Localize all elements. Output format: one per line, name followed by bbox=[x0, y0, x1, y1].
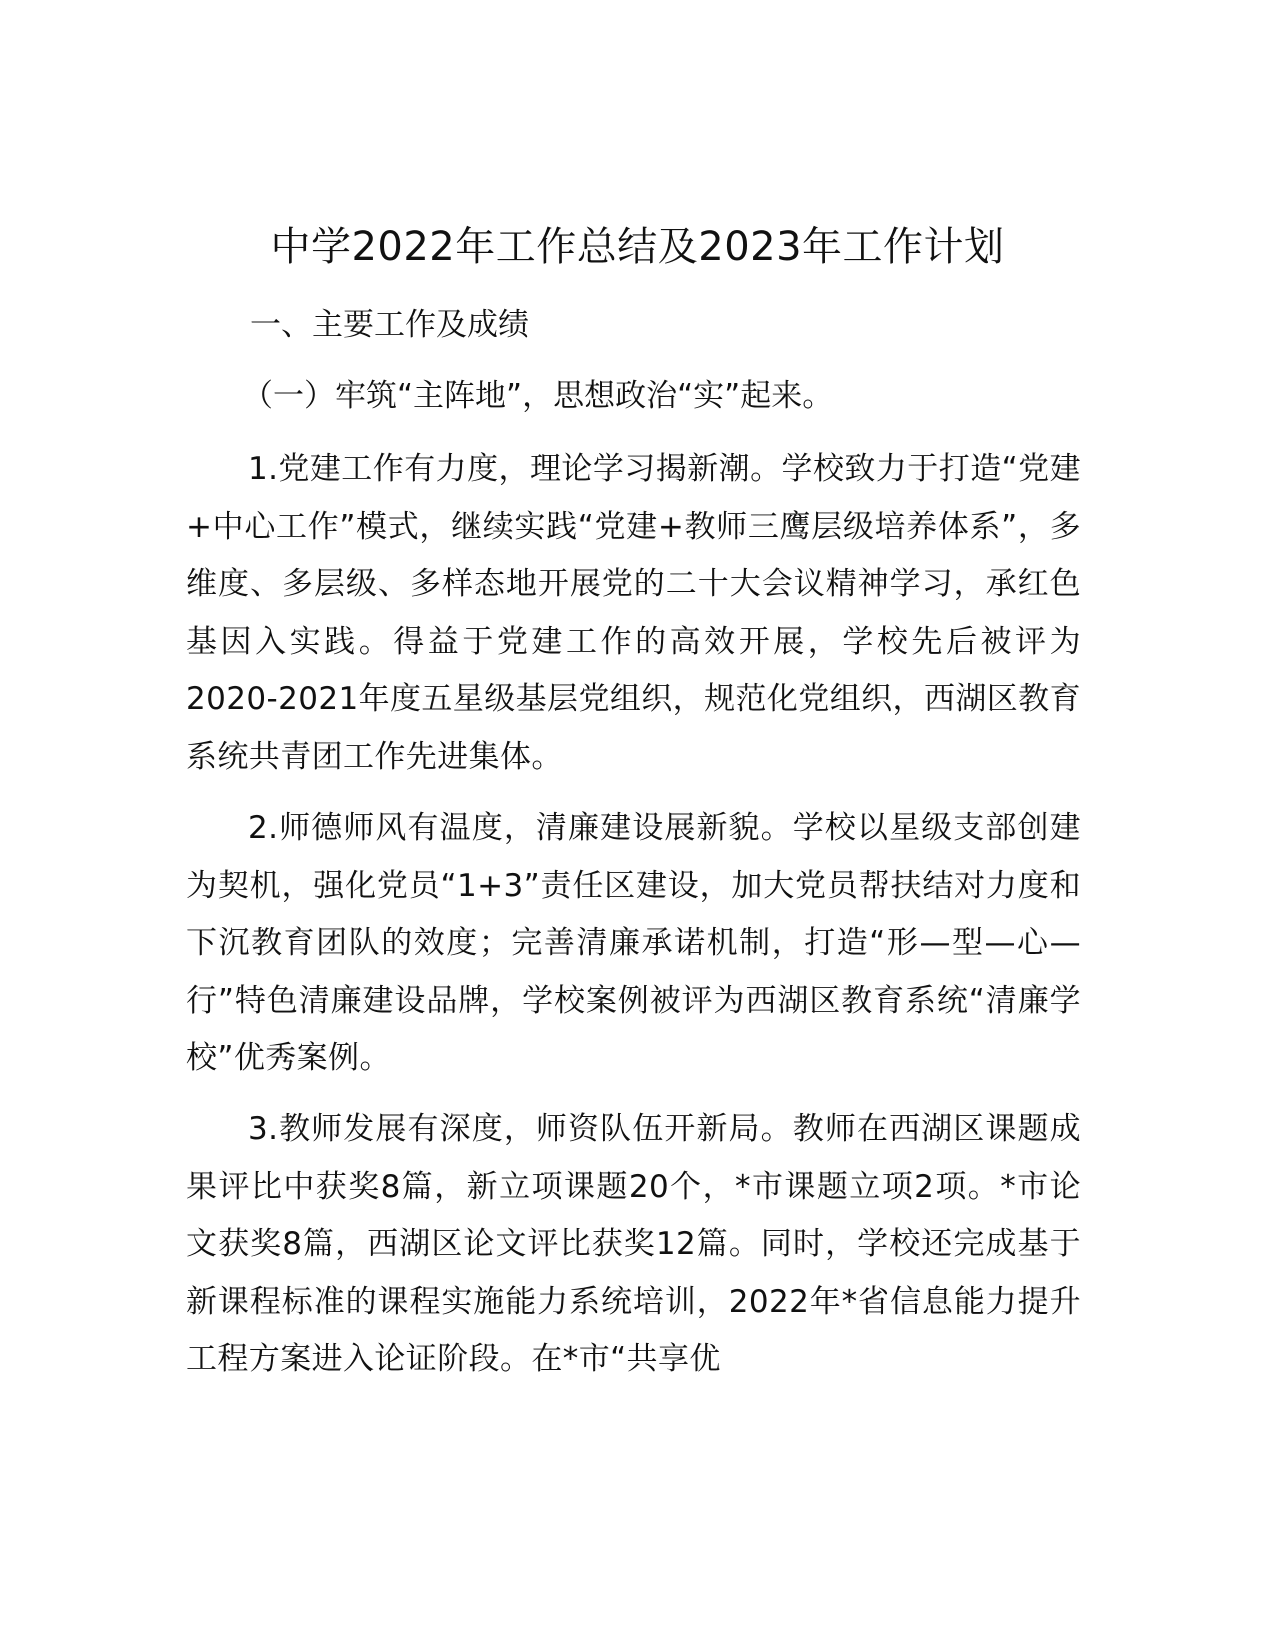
paragraph-teacher-development: 3.教师发展有深度，师资队伍开新局。教师在西湖区课题成果评比中获奖8篇，新立项课题20个，*市课题立项2项。*市论文获奖8篇，西湖区论文评比获奖12篇。同时，学校还完成基于新课程标准的课程实施能力系统培训，2022年*省信息能力提升工程方案进入论证阶段。在*市“共享优 bbox=[186, 1111, 1081, 1377]
paragraph-teacher-ethics: 2.师德师风有温度，清廉建设展新貌。学校以星级支部创建为契机，强化党员“1+3”责任区建设，加大党员帮扶结对力度和下沉教育团队的效度；完善清廉承诺机制，打造“形—型—心—行”特色清廉建设品牌，学校案例被评为西湖区教育系统“清廉学校”优秀案例。 bbox=[186, 810, 1081, 1076]
paragraph-party-building: 1.党建工作有力度，理论学习揭新潮。学校致力于打造“党建+中心工作”模式，继续实践“党建+教师三鹰层级培养体系”，多维度、多层级、多样态地开展党的二十大会议精神学习，承红色基因入实践。得益于党建工作的高效开展，学校先后被评为2020-2021年度五星级基层党组织，规范化党组织，西湖区教育系统共青团工作先进集体。 bbox=[186, 451, 1081, 775]
section-heading: 一、主要工作及成绩 bbox=[250, 307, 529, 343]
document-title: 中学2022年工作总结及2023年工作计划 bbox=[270, 224, 1005, 270]
subsection-heading: （一）牢筑“主阵地”，思想政治“实”起来。 bbox=[242, 378, 834, 414]
